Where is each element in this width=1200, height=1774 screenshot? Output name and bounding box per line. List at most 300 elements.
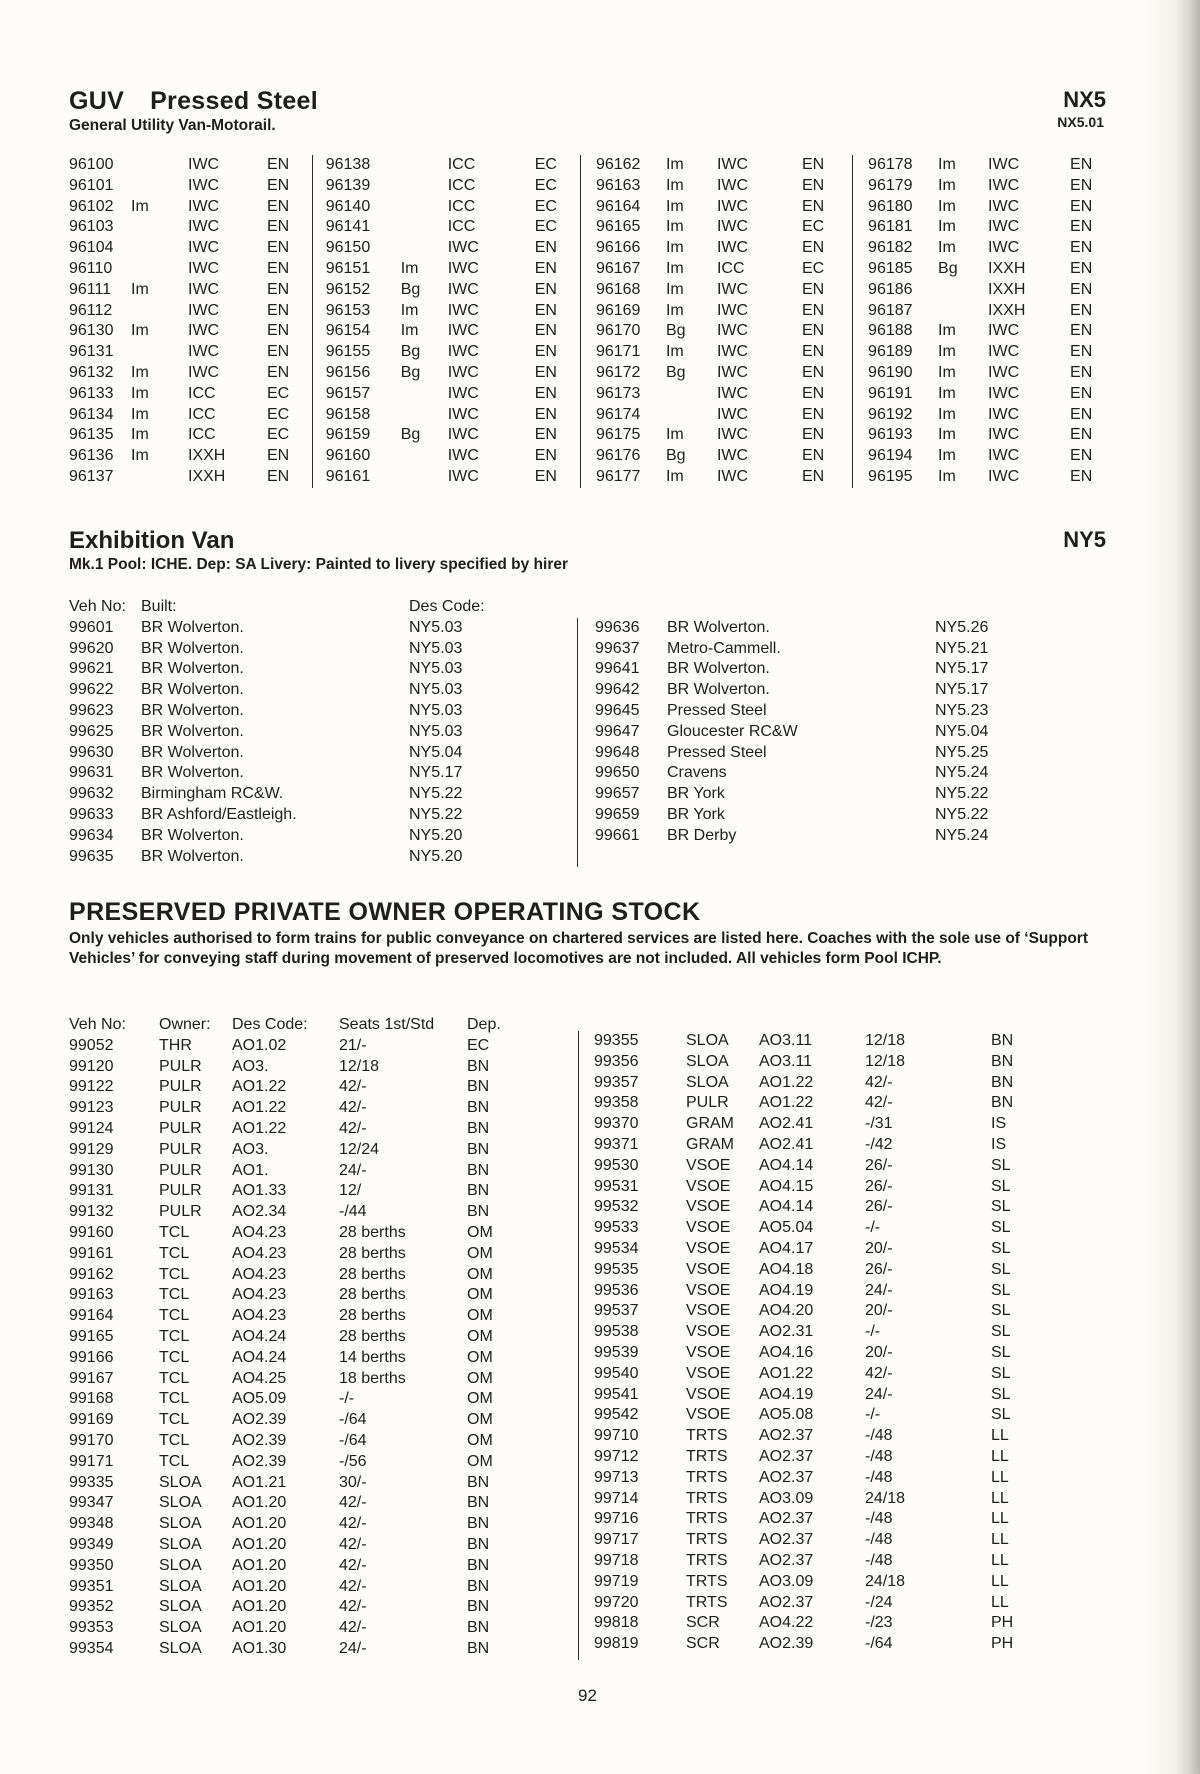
guv-table-row — [69, 176, 312, 197]
depot-code: EN — [534, 384, 557, 402]
design-code: AO3.11 — [759, 1052, 813, 1070]
vehicle-number: 96161 — [325, 467, 371, 485]
guv-table-row — [69, 301, 312, 322]
preserved-table-row — [69, 1202, 578, 1223]
preserved-table-row — [69, 1556, 578, 1577]
design-code: NY5.22 — [409, 805, 463, 823]
owner-code: TRTS — [686, 1551, 728, 1569]
seating: -/31 — [865, 1115, 893, 1133]
vehicle-number: 99718 — [594, 1551, 639, 1569]
depot-code: EN — [1070, 239, 1093, 257]
livery-code: Im — [665, 426, 684, 444]
preserved-header-row — [69, 1015, 578, 1036]
preserved-table-row — [594, 1343, 1054, 1364]
vehicle-number: 99540 — [594, 1364, 639, 1382]
vehicle-number: 96131 — [69, 343, 114, 361]
depot-code: EN — [267, 176, 290, 194]
depot-code: BN — [467, 1515, 490, 1533]
vehicle-number: 96185 — [868, 259, 913, 277]
pool-code: IWC — [447, 467, 479, 485]
depot-code: EN — [534, 363, 557, 381]
vehicle-number: 99819 — [594, 1635, 639, 1653]
pool-code: IWC — [716, 467, 749, 485]
exhibition-table-row — [69, 763, 577, 784]
vehicle-number: 96159 — [325, 426, 371, 444]
design-code: AO4.19 — [759, 1385, 814, 1403]
depot-code: EN — [267, 301, 290, 319]
preserved-table — [69, 1015, 1054, 1660]
preserved-table-row — [69, 1057, 578, 1078]
pool-code: IWC — [716, 322, 749, 340]
depot-code: BN — [991, 1094, 1014, 1112]
pool-code: IWC — [988, 176, 1020, 194]
preserved-table-row — [69, 1119, 578, 1140]
preserved-column-right — [578, 1031, 1054, 1660]
livery-code: Im — [938, 363, 956, 381]
depot-code: PH — [991, 1635, 1014, 1653]
vehicle-number: 96172 — [595, 363, 641, 381]
preserved-table-row — [69, 1452, 578, 1473]
depot-code: EC — [801, 218, 825, 236]
vehicle-number: 96136 — [69, 447, 114, 465]
vehicle-number: 96151 — [325, 259, 371, 277]
livery-code — [401, 176, 448, 197]
depot-code: SL — [991, 1302, 1011, 1320]
livery-code: Im — [131, 197, 149, 215]
guv-table-row — [69, 217, 312, 238]
preserved-table-row — [594, 1177, 1054, 1198]
livery-code — [666, 405, 717, 426]
vehicle-number: 99642 — [595, 681, 640, 699]
guv-subtitle: General Utility Van-Motorail. — [69, 117, 276, 134]
guv-table-row — [69, 467, 312, 488]
owner-code: TCL — [159, 1307, 190, 1325]
pool-code: IWC — [447, 259, 479, 277]
owner-code: SCR — [686, 1614, 720, 1632]
builder: BR York — [667, 785, 725, 803]
owner-code: VSOE — [686, 1406, 731, 1424]
depot-code: OM — [467, 1327, 493, 1345]
depot-code: SL — [991, 1385, 1011, 1403]
vehicle-number: 96130 — [69, 322, 114, 340]
vehicle-number: 96170 — [595, 322, 641, 340]
design-code: AO4.14 — [759, 1156, 814, 1174]
guv-table-row — [868, 301, 1106, 322]
depot-code: SL — [991, 1281, 1011, 1299]
design-code: NY5.22 — [935, 785, 989, 803]
vehicle-number: 99620 — [69, 639, 114, 657]
vehicle-number: 99538 — [594, 1323, 639, 1341]
pool-code: IWC — [447, 301, 479, 319]
preserved-table-row — [594, 1364, 1054, 1385]
guv-table-row — [596, 342, 852, 363]
vehicle-number: 96155 — [325, 343, 371, 361]
preserved-table-row — [69, 1181, 578, 1202]
design-code: AO3. — [232, 1140, 269, 1158]
depot-code: EN — [267, 280, 290, 298]
header-built: Built: — [141, 598, 177, 615]
depot-code: EN — [801, 322, 825, 340]
pool-code: IWC — [188, 197, 220, 215]
owner-code: PULR — [159, 1078, 202, 1096]
exhibition-table-row — [595, 763, 1015, 784]
vehicle-number: 96168 — [595, 280, 641, 298]
pool-code: IWC — [188, 239, 220, 257]
vehicle-number: 99531 — [594, 1177, 639, 1195]
guv-table-row — [868, 384, 1106, 405]
depot-code: EC — [267, 426, 290, 444]
exhibition-table-row — [595, 743, 1015, 764]
preserved-table-row — [69, 1327, 578, 1348]
depot-code: BN — [467, 1161, 490, 1179]
depot-code: PH — [991, 1614, 1014, 1632]
guv-title — [69, 87, 1106, 116]
vehicle-number: 99535 — [594, 1260, 639, 1278]
pool-code: IWC — [716, 218, 749, 236]
depot-code: SL — [991, 1343, 1011, 1361]
depot-code: EN — [801, 280, 825, 298]
vehicle-number: 96191 — [868, 384, 913, 402]
vehicle-number: 99129 — [69, 1140, 114, 1158]
livery-code — [401, 217, 448, 238]
vehicle-number: 99659 — [595, 805, 640, 823]
pool-code: ICC — [188, 405, 216, 423]
builder: BR Wolverton. — [141, 826, 244, 844]
pool-code: IWC — [988, 218, 1020, 236]
guv-table-row — [326, 197, 580, 218]
exhibition-table-row — [69, 743, 577, 764]
header-des-code: Des Code: — [232, 1016, 308, 1033]
vehicle-number: 96154 — [325, 322, 371, 340]
exhibition-table-row — [595, 680, 1015, 701]
guv-table-row — [69, 342, 312, 363]
design-code: AO4.23 — [232, 1265, 287, 1283]
pool-code: IWC — [188, 343, 220, 361]
pool-code: IWC — [447, 239, 479, 257]
preserved-table-row — [69, 1140, 578, 1161]
depot-code: LL — [991, 1531, 1009, 1549]
vehicle-number: 99720 — [594, 1593, 639, 1611]
vehicle-number: 99370 — [594, 1115, 639, 1133]
page-number: 92 — [578, 1686, 597, 1705]
vehicle-number: 96158 — [325, 405, 371, 423]
preserved-table-row — [594, 1073, 1054, 1094]
depot-code: OM — [467, 1369, 493, 1387]
owner-code: VSOE — [686, 1198, 731, 1216]
depot-code: EN — [1070, 218, 1093, 236]
depot-code: BN — [467, 1556, 490, 1574]
vehicle-number: 99355 — [594, 1032, 639, 1049]
vehicle-number: 96157 — [325, 384, 371, 402]
vehicle-number: 99130 — [69, 1161, 114, 1179]
vehicle-number: 99635 — [69, 847, 114, 865]
pool-code: IXXH — [188, 447, 226, 465]
guv-table-row — [868, 342, 1106, 363]
livery-code: Im — [938, 447, 956, 465]
depot-code: EC — [467, 1036, 490, 1054]
owner-code: PULR — [159, 1203, 202, 1221]
seating: 28 berths — [339, 1265, 406, 1283]
exhibition-table-row — [595, 639, 1015, 660]
guv-table-row — [596, 280, 852, 301]
guv-table-row — [868, 217, 1106, 238]
design-code: AO4.22 — [759, 1614, 814, 1632]
design-code: NY5.03 — [409, 639, 463, 657]
seating: 26/- — [865, 1260, 893, 1278]
seating: 21/- — [339, 1036, 367, 1054]
depot-code: EN — [1070, 322, 1093, 340]
livery-code: Im — [938, 176, 956, 194]
owner-code: SLOA — [159, 1619, 202, 1637]
owner-code: SLOA — [159, 1515, 202, 1533]
design-code: AO1.33 — [232, 1182, 287, 1200]
vehicle-number: 99636 — [595, 618, 640, 636]
livery-code: Im — [938, 156, 956, 173]
owner-code: PULR — [159, 1161, 202, 1179]
preserved-table-row — [69, 1265, 578, 1286]
vehicle-number: 96134 — [69, 405, 114, 423]
preserved-table-row — [69, 1161, 578, 1182]
owner-code: VSOE — [686, 1343, 731, 1361]
pool-code: IXXH — [188, 467, 226, 485]
pool-code: ICC — [447, 176, 476, 194]
owner-code: PULR — [159, 1057, 202, 1075]
livery-code — [131, 217, 188, 238]
design-code: AO1.22 — [232, 1119, 287, 1137]
depot-code: OM — [467, 1223, 493, 1241]
design-code: AO4.23 — [232, 1223, 287, 1241]
design-code: AO3.09 — [759, 1572, 814, 1590]
guv-table-row — [868, 197, 1106, 218]
guv-table-row — [596, 405, 852, 426]
seating: 24/18 — [865, 1489, 906, 1507]
depot-code: EC — [801, 259, 825, 277]
exhibition-subtitle: Mk.1 Pool: ICHE. Dep: SA Livery: Painted to livery specified by hirer — [69, 556, 568, 573]
owner-code: SLOA — [159, 1556, 202, 1574]
vehicle-number: 99539 — [594, 1343, 639, 1361]
seating: 24/18 — [865, 1572, 906, 1590]
pool-code: IWC — [447, 426, 479, 444]
depot-code: OM — [467, 1390, 493, 1408]
pool-code: IWC — [716, 363, 749, 381]
design-code: NY5.20 — [409, 847, 463, 865]
builder: Metro-Cammell. — [667, 639, 781, 657]
livery-code: Bg — [665, 322, 686, 340]
design-code: AO2.37 — [759, 1551, 814, 1569]
depot-code: EN — [267, 467, 290, 485]
vehicle-number: 99351 — [69, 1577, 114, 1595]
owner-code: SLOA — [159, 1535, 202, 1553]
vehicle-number: 99354 — [69, 1639, 114, 1657]
depot-code: EN — [801, 239, 825, 257]
guv-table-row — [596, 363, 852, 384]
pool-code: IWC — [716, 426, 749, 444]
design-code: AO4.23 — [232, 1307, 287, 1325]
builder: Cravens — [667, 764, 727, 782]
vehicle-number: 99601 — [69, 618, 114, 636]
vehicle-number: 99717 — [594, 1531, 639, 1549]
depot-code: BN — [467, 1078, 490, 1096]
depot-code: EN — [534, 405, 557, 423]
seating: -/48 — [865, 1551, 893, 1569]
design-code: NY5.26 — [935, 618, 989, 636]
design-code: NY5.24 — [935, 826, 989, 844]
guv-table-row — [868, 259, 1106, 280]
vehicle-number: 99165 — [69, 1327, 114, 1345]
design-code: AO5.08 — [759, 1406, 814, 1424]
depot-code: EN — [1070, 426, 1093, 444]
guv-table-row — [69, 363, 312, 384]
pool-code: IWC — [716, 280, 749, 298]
vehicle-number: 99131 — [69, 1182, 114, 1200]
seating: 24/- — [865, 1281, 893, 1299]
depot-code: BN — [467, 1182, 490, 1200]
vehicle-number: 99534 — [594, 1239, 639, 1257]
depot-code: EC — [267, 405, 290, 423]
vehicle-number: 99542 — [594, 1406, 639, 1424]
depot-code: LL — [991, 1447, 1009, 1465]
design-code: AO3.11 — [759, 1032, 813, 1049]
design-code: AO1.20 — [232, 1556, 287, 1574]
depot-code: EN — [1070, 197, 1093, 215]
vehicle-number: 99353 — [69, 1619, 114, 1637]
depot-code: LL — [991, 1572, 1009, 1590]
vehicle-number: 99537 — [594, 1302, 639, 1320]
vehicle-number: 96103 — [69, 218, 114, 236]
depot-code: OM — [467, 1431, 493, 1449]
vehicle-number: 96162 — [595, 156, 641, 173]
vehicle-number: 96100 — [69, 156, 114, 173]
pool-code: IWC — [716, 197, 749, 215]
owner-code: TCL — [159, 1369, 190, 1387]
design-code: AO2.37 — [759, 1468, 814, 1486]
preserved-table-row — [69, 1514, 578, 1535]
depot-code: BN — [991, 1073, 1014, 1091]
seating: 12/ — [339, 1182, 362, 1200]
guv-table-row — [326, 384, 580, 405]
vehicle-number: 96186 — [868, 280, 913, 298]
owner-code: TRTS — [686, 1447, 728, 1465]
preserved-table-row — [69, 1493, 578, 1514]
builder: BR Wolverton. — [141, 618, 244, 636]
vehicle-number: 99167 — [69, 1369, 114, 1387]
pool-code: IWC — [188, 280, 220, 298]
design-code: AO2.39 — [759, 1635, 814, 1653]
livery-code: Im — [665, 467, 684, 485]
vehicle-number: 96181 — [868, 218, 913, 236]
preserved-table-row — [594, 1634, 1054, 1655]
guv-code: NX5 — [1063, 87, 1106, 112]
pool-code: IWC — [188, 363, 220, 381]
seating: 28 berths — [339, 1223, 406, 1241]
preserved-table-row — [594, 1218, 1054, 1239]
builder: BR Wolverton. — [141, 764, 244, 782]
vehicle-number: 96104 — [69, 239, 114, 257]
preserved-table-row — [69, 1597, 578, 1618]
livery-code: Im — [131, 363, 149, 381]
preserved-table-row — [594, 1551, 1054, 1572]
vehicle-number: 99661 — [595, 826, 640, 844]
design-code: NY5.23 — [935, 701, 989, 719]
guv-table-row — [326, 301, 580, 322]
vehicle-number: 96192 — [868, 405, 913, 423]
owner-code: SLOA — [686, 1073, 729, 1091]
vehicle-number: 99648 — [595, 743, 640, 761]
vehicle-number: 96163 — [595, 176, 641, 194]
livery-code: Im — [131, 426, 149, 444]
guv-table-row — [326, 280, 580, 301]
vehicle-number: 99122 — [69, 1078, 114, 1096]
seating: 14 berths — [339, 1348, 406, 1366]
vehicle-number: 96135 — [69, 426, 114, 444]
depot-code: BN — [467, 1119, 490, 1137]
seating: 20/- — [865, 1239, 893, 1257]
guv-table-row — [69, 405, 312, 426]
depot-code: EN — [534, 301, 557, 319]
vehicle-number: 96182 — [868, 239, 913, 257]
vehicle-number: 96178 — [868, 156, 913, 173]
guv-table-row — [868, 363, 1106, 384]
guv-table-row — [596, 176, 852, 197]
builder: BR Wolverton. — [141, 701, 244, 719]
design-code: NY5.03 — [409, 681, 463, 699]
seating: 26/- — [865, 1177, 893, 1195]
depot-code: EC — [267, 384, 290, 402]
owner-code: PULR — [159, 1140, 202, 1158]
preserved-table-row — [594, 1135, 1054, 1156]
builder: BR Wolverton. — [141, 681, 244, 699]
exhibition-table-row — [69, 722, 577, 743]
builder: BR York — [667, 805, 725, 823]
guv-table-row — [326, 238, 580, 259]
exhibition-table-row — [595, 659, 1015, 680]
depot-code: EN — [534, 259, 557, 277]
seating: -/23 — [865, 1614, 893, 1632]
builder: BR Wolverton. — [141, 639, 244, 657]
header-des-code: Des Code: — [409, 598, 485, 615]
vehicle-number: 99348 — [69, 1515, 114, 1533]
vehicle-number: 99335 — [69, 1473, 114, 1491]
depot-code: BN — [467, 1535, 490, 1553]
livery-code — [401, 155, 448, 176]
seating: 28 berths — [339, 1244, 406, 1262]
guv-table-row — [868, 405, 1106, 426]
livery-code — [401, 405, 448, 426]
pool-code: IWC — [716, 239, 749, 257]
seating: 30/- — [339, 1473, 367, 1491]
depot-code: SL — [991, 1323, 1011, 1341]
vehicle-number: 99350 — [69, 1556, 114, 1574]
design-code: NY5.20 — [409, 826, 463, 844]
vehicle-number: 96166 — [595, 239, 641, 257]
vehicle-number: 99818 — [594, 1614, 639, 1632]
vehicle-number: 99634 — [69, 826, 114, 844]
depot-code: SL — [991, 1177, 1011, 1195]
vehicle-number: 99712 — [594, 1447, 639, 1465]
preserved-table-row — [594, 1322, 1054, 1343]
preserved-table-row — [594, 1260, 1054, 1281]
vehicle-number: 99713 — [594, 1468, 639, 1486]
vehicle-number: 96133 — [69, 384, 114, 402]
seating: 26/- — [865, 1156, 893, 1174]
seating: 42/- — [339, 1515, 367, 1533]
builder: BR Wolverton. — [667, 681, 770, 699]
depot-code: EN — [801, 426, 825, 444]
pool-code: IWC — [988, 363, 1020, 381]
header-owner: Owner: — [159, 1016, 211, 1033]
pool-code: IWC — [188, 322, 220, 340]
depot-code: BN — [467, 1619, 490, 1637]
